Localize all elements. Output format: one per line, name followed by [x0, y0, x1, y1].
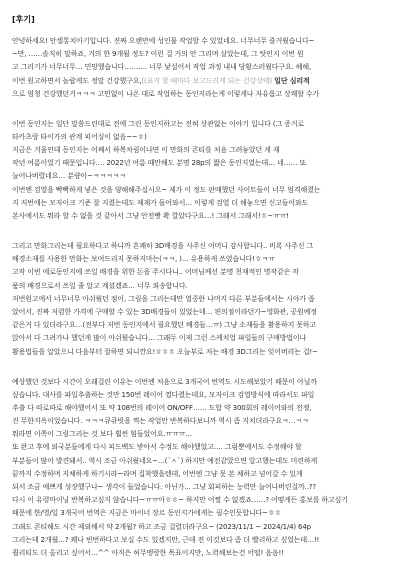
paragraph-4-line-8: 끝까지 수정하며 지체하게 하기시라~라며 집착했을텐데, 이번엔 그냥 못 본 체하고 넘어갈 수 있게	[12, 469, 303, 478]
paragraph-4-line-7: 부분들이 많이 발견돼서.. 역시 조금 아쉬웠네요~…(´ㅅ`) 하지만 예전같았으면 알고했는데도 미련하게	[12, 456, 318, 465]
paragraph-3-line-5: 저번원고에서 너무너무 아쉬웠던 점이, 그림을 그리는데만 열중한 나머지 다른 부분들에서는 시야가 좁	[12, 294, 315, 303]
paragraph-2-line-8: 본사에서도 뭐라 할 수 없을 것 같아서 그냥 안전빵 쫙 깔았다구요…! 그래서 그래서!ㅎ~ㅠㅠ!	[12, 212, 289, 221]
paragraph-3-line-8: 앉아서 다 그려가나 했던게 많이 아쉬웠습니다… 그래두 이제 그런 스케치업 파일들의 구매방법이나	[12, 334, 307, 343]
paragraph-1-line-5: 으로 엄청 건강했던거ㅋㅋㅋ 고민없이 나온 대로 작업하는 동인지라는게 이렇게나 자유롭고 상쾌할 수가	[12, 89, 320, 98]
paragraph-2-line-1: 이번 동인지는 일단 말씀드린대로 전에 그린 동인지하고는 전혀 상관없는 이야기 입니다 (그 증거로	[12, 119, 304, 128]
paragraph-4-line-10: 다시 이 유령마이닝 반복하고싶지 않습니다~ㅠㅠ아ㅎㅎ~ 하지만 어쩔 수 없겠죠……? 어떻게든 홍보를 하고싶기	[12, 496, 348, 505]
line-text: 이번 원고하면서 놀랍게도 정말 건강했구요,	[12, 76, 142, 85]
paragraph-2-line-4: 작년 여름이었기 때문입니다…. 2022년 여름 때만해도 분명 28p의 짧은 동인지였는데… 네…… 또	[12, 159, 306, 168]
paragraph-4-line-5: 뭐라면 이쪽이 그림그리는 것 보다 훨씬 힘들었어요.ㅠㅠㅠ…	[12, 430, 193, 439]
paragraph-2-line-5: 늘어나버렸네요… 분량이~ㅋㅋㅋㅋㅋ	[12, 172, 126, 181]
paragraph-4-line-12: 그래도 콘티해도 시간 제외해서 약 2개월? 하고 조금 걸렸더라구요~ (2023/11/1 ~ 2024/1/4) 64p	[12, 522, 311, 531]
paragraph-3-line-2: 배경소재를 사용한 만화는 보여드리지 못하지마는(ㅋㅋ, )… 유용하게 쓰였습니다!ㅎㅋㅠ	[12, 255, 275, 264]
paragraph-2	[12, 118, 388, 224]
aside-note: ((표지 할 때마다 보고드리게 되는 건강상태)	[141, 76, 272, 85]
paragraph-2-line-3: 지금은 겨울인데 동인지는 어째서 하복차림이냐면 이 만화의 콘티를 처음 그려놓았던 게 재	[12, 146, 280, 155]
afterword-title: [후기]	[12, 15, 35, 24]
paragraph-4-line-9: 되서 조금 예쁘게 성장했구나~ 생각이 들었습니다. 아닌가... 그냥 회피하는 능력만 늘어나버린걸까..??	[12, 483, 316, 492]
paragraph-3-line-9: 활용법들을 알았으니 다음부터 잘하면 되니깐요!ㅎㅎㅎ 오늘부로 저는 배경 3D그리는 잊어버리는 겁!~	[12, 347, 318, 356]
paragraph-2-line-2: 타카츠랑 타이가의 관계 피어싱이 없음~~ㅎ)	[12, 132, 147, 141]
paragraph-3-line-6: 았어서, 진짜 저렴한 가격에 구매할 수 있는 3D배경들이 있었는데… 편의점이라던가~영화관, 공원예정	[12, 307, 317, 316]
paragraph-1-line-1: 안녕하세요! 안셀통치아기입니다. 진짜 오랜만에 성인물 작업할 수 있었네요. 너무너무 즐거웠습니다~	[12, 37, 315, 45]
paragraph-4-line-13: 그리는데 2개월…? 꽤나 빈번하다고 보실 수도 있겠지만, 근데 전 이것보다 좀 더 빨리하고 싶었는데…!!	[12, 535, 320, 544]
paragraph-4-line-11: 때문에 한/영/일 3개국어 번역은 지금은 마이너 장르 동인지가에게는 필수인듯합니다~ㅎㅎ	[12, 509, 282, 518]
paragraph-4-line-2: 싶습니다. 대사를 파일추출하는 것만 150번 레이어 껐다켰는데요, 모자이크 검열방식에 따라서도 파일	[12, 390, 315, 399]
paragraph-4-line-14: 퀄리티도 더 올리고 싶어서…^^ 아직은 허무맹랑한 목표이지만, 노력해보는건 어떨! 음음!!	[12, 548, 284, 557]
paragraph-4-line-6: 또 완고 후에 외국분들에게 다시 피드백도 받아서 수정도 해야했었고…. 그럼뿐에서도 수정해야 할	[12, 443, 302, 452]
paragraph-3-line-7: 같은거 다 있더라구요…(전부다 저번 동인지에서 필요했던 배경들…ㅠ) 그냥 소재들을 활용하지 못하고	[12, 321, 317, 330]
paragraph-3	[12, 240, 388, 359]
paragraph-1-line-3: 고 그리기가 너무너무… 민망했습니다………. 너무 낯설어서 작업 과정 내내 당황스러웠다구요. 헤헤,	[12, 63, 312, 72]
paragraph-4-line-4: 진 무한지옥이었습니다. ㅋㅋㅋ큐큐빗을 찍는 작업만 반복하다보니까 역시 좀 지치더라구요ㅋ…ㅋㅋ	[12, 417, 309, 426]
paragraph-1	[12, 35, 388, 101]
emphasis-text: 일단 심리적	[271, 76, 310, 85]
paragraph-4-line-3: 추출 다 따로따로 해야했어서 또 약 108번의 레이어 ON/OFF…… 도합 약 300회의 레이어와의 전쟁,	[12, 403, 312, 412]
paragraph-3-line-3: 고작 이번 에로동인지에 쓰일 배경을 위한 돈을 주시다니.. 어머님께선 분명 천재적인 명작같은 작	[12, 268, 299, 277]
paragraph-1-line-4	[12, 75, 388, 88]
paragraph-4-line-1: 예상했던 것보다 시간이 오래걸린 이유는 이번엔 처음으로 3개국어 번역도 시도해보았기 때문이 아닐까	[12, 377, 317, 386]
paragraph-2-line-6: 이번엔 검열을 빡빡하게 넣은 것을 양해해주십시오~ 제가 이 정도 판매했던 사이트들이 너무 엄격해졌는	[12, 185, 321, 194]
paragraph-4	[12, 376, 388, 561]
paragraph-3-line-1: 그리고 만화그리는데 필요하다고 하니까 흔쾌히 3D배경을 사주신 어머니 감사합니다.. 비록 사주신 그	[12, 242, 313, 251]
afterword-body	[12, 35, 388, 560]
paragraph-3-line-4: 품의 배경으로서 쓰일 줄 알고 계셨겠죠… 너무 죄송합니다.	[12, 281, 188, 290]
paragraph-1-line-2: ~만, ……솔직히 말하죠, 거의 한 9개월 정도? 이런 걸 거의 안 그리며 살았는데, 그 탓인지 이번 원	[12, 50, 304, 59]
paragraph-2-line-7: 지 저번에는 모자이크 기준 잘 지켰는데도 제재가 들어와서… 이렇게 검열 더 해놓으면 신고들어와도	[12, 198, 309, 207]
